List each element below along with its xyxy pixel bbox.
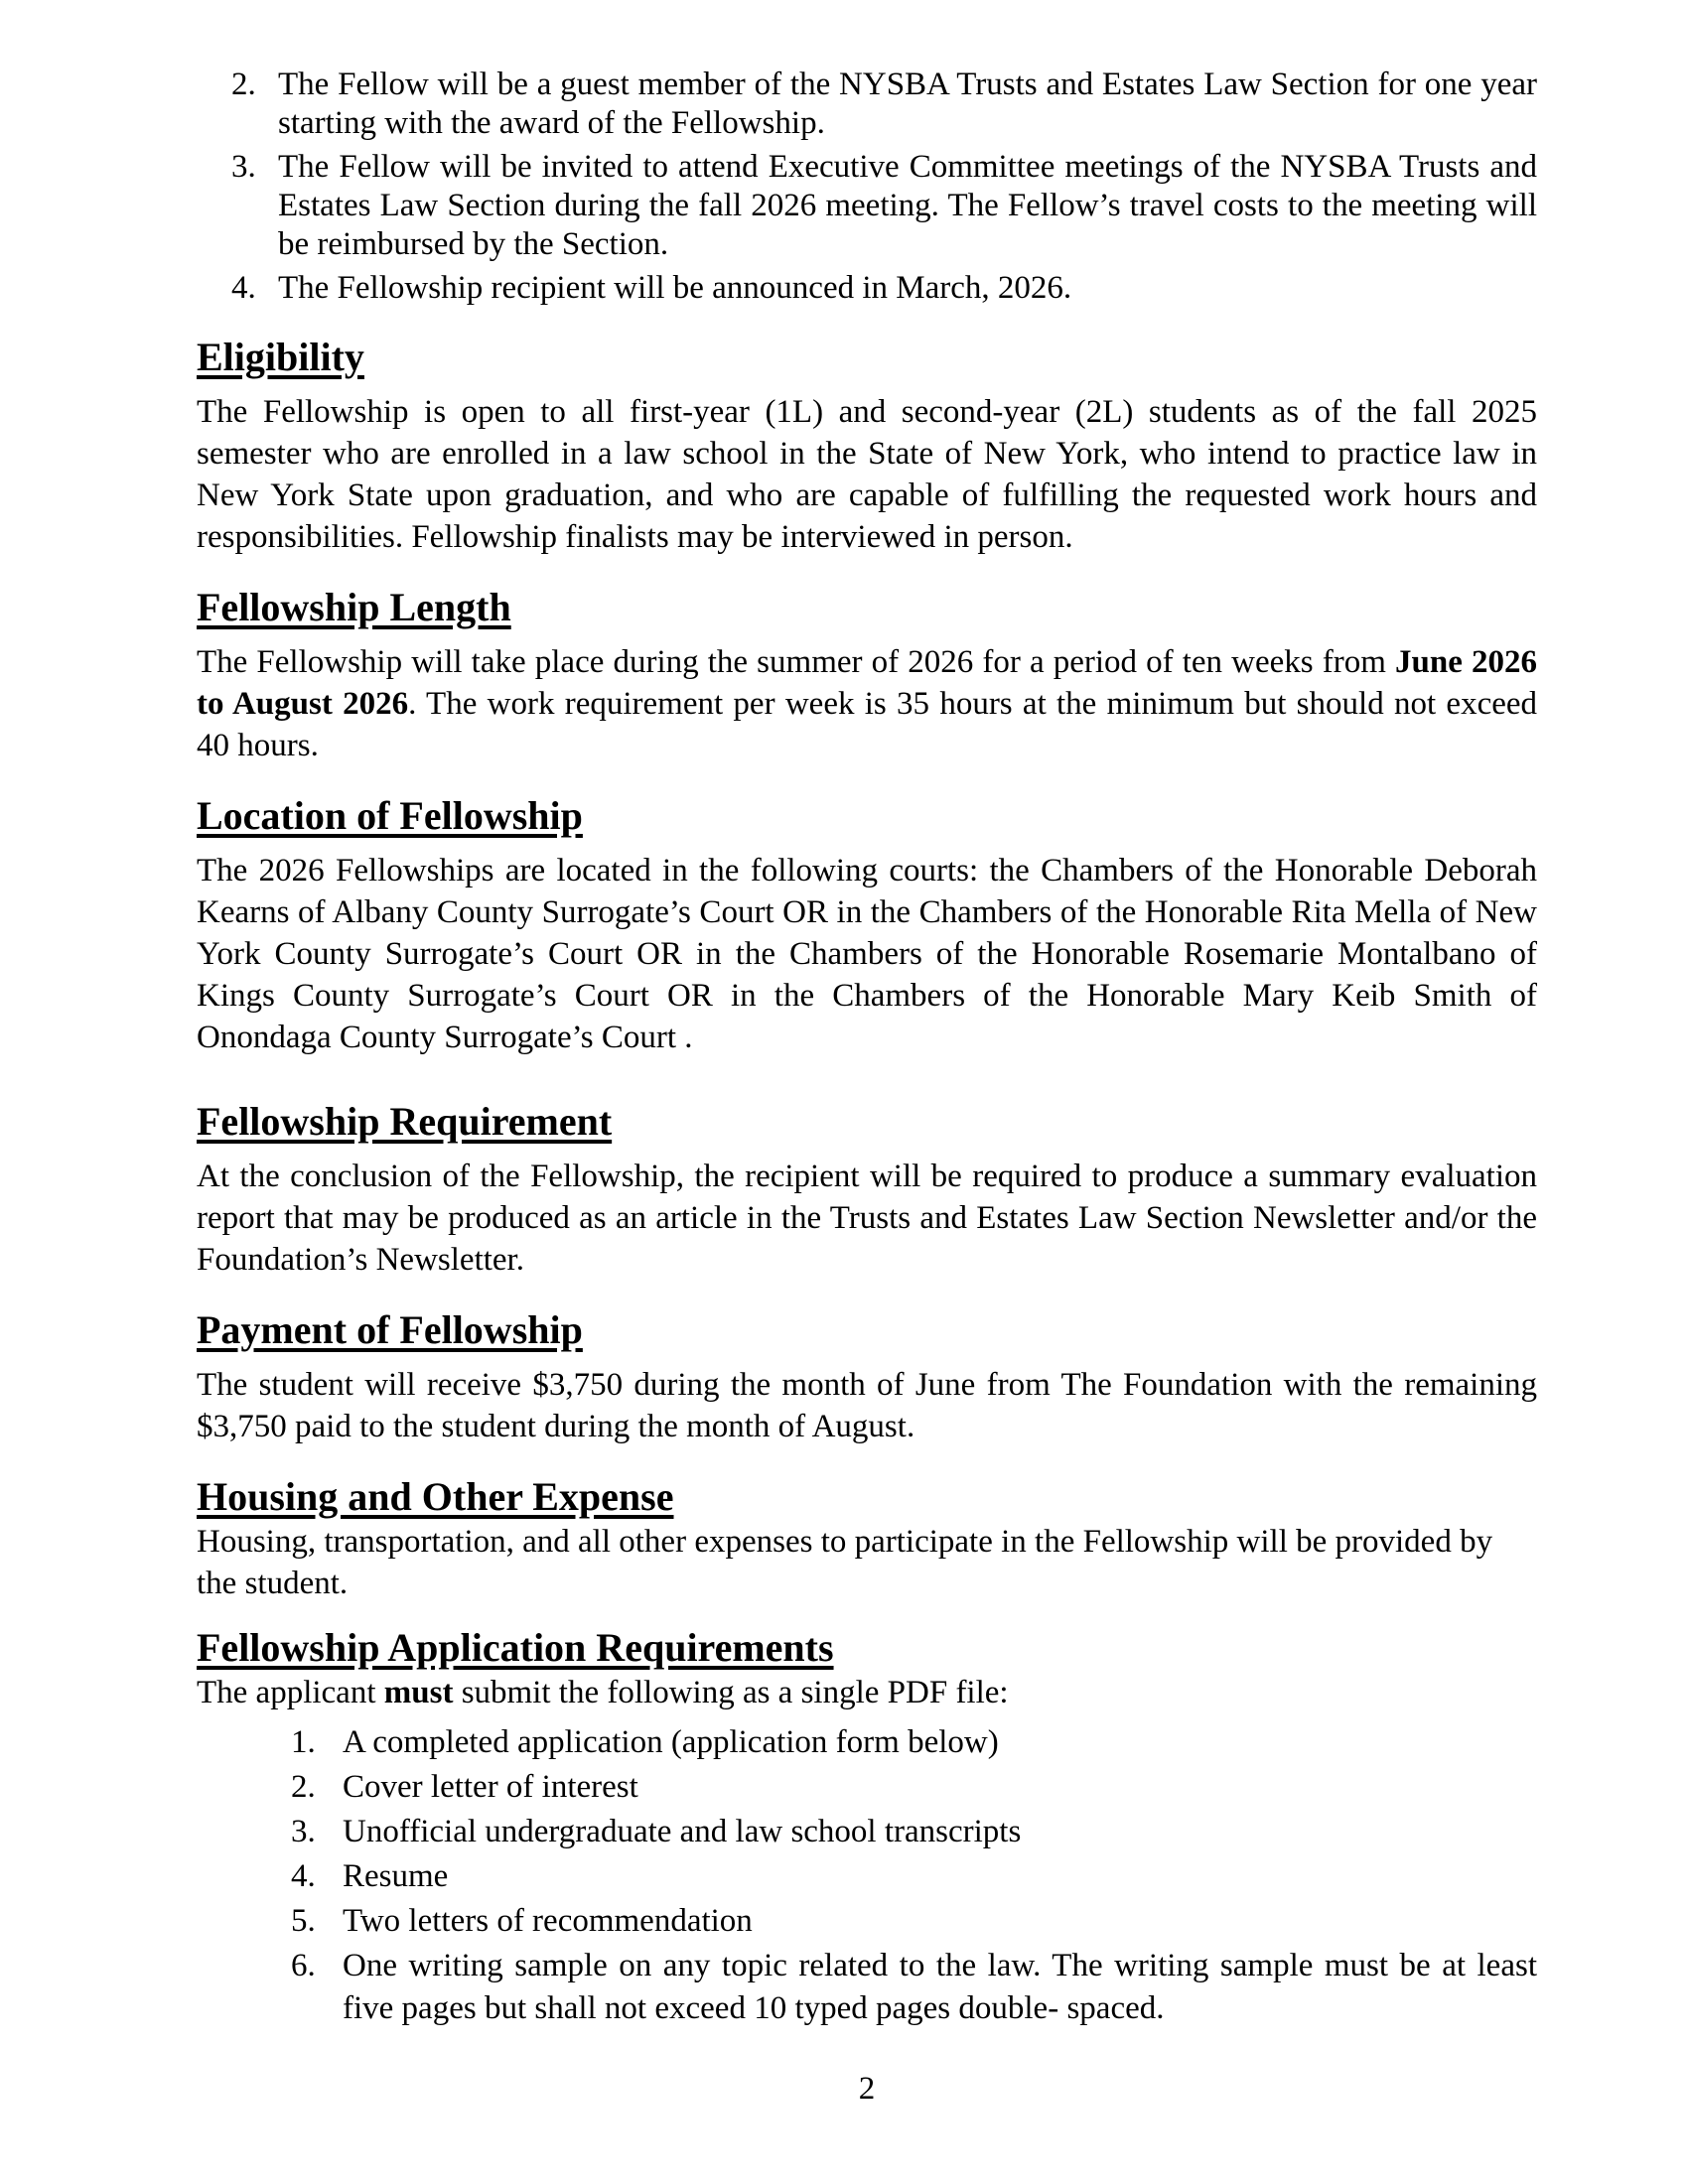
list-item-number: 4. (291, 1858, 316, 1894)
list-item-number: 5. (291, 1903, 316, 1939)
section-heading-text: Location of Fellowship (197, 793, 583, 838)
paragraph (197, 1672, 1537, 1713)
section-location (197, 792, 1537, 1058)
paragraph: At the conclusion of the Fellowship, the recipient will be required to produce a summary evaluation report that may be produced as an article in the Trusts and Estates Law Section Newsletter and/or the Foundation’s Newsletter. (197, 1159, 1537, 1278)
list-item-number: 3. (231, 149, 256, 185)
section-payment (197, 1306, 1537, 1447)
bold-text: June 2026 to August 2026 (197, 644, 1537, 722)
list-item-text: The Fellow will be a guest member of the NYSBA Trusts and Estates Law Section for one year starting with the award of the Fellowship. (278, 67, 1537, 141)
bold-text: must (383, 1675, 454, 1710)
list-item (197, 1766, 1537, 1809)
section-eligibility (197, 334, 1537, 558)
section-heading (197, 1624, 1537, 1672)
paragraph-text: . The work requirement per week is 35 hours at the minimum but should not exceed 40 hours. (197, 686, 1538, 763)
list-item-number: 4. (231, 270, 256, 306)
list-item (197, 1811, 1537, 1853)
list-item (197, 148, 1537, 264)
list-item-text: Cover letter of interest (343, 1769, 638, 1805)
list-item (197, 1900, 1537, 1943)
list-item (197, 1855, 1537, 1898)
section-heading (197, 792, 1537, 840)
list-item-text: Unofficial undergraduate and law school transcripts (343, 1814, 1022, 1849)
section-application-requirements (197, 1624, 1537, 2030)
paragraph-text: The applicant (197, 1675, 384, 1710)
section-heading-text: Fellowship Length (197, 585, 511, 629)
section-requirement (197, 1098, 1537, 1281)
list-item-number: 1. (291, 1724, 316, 1760)
list-item-number: 6. (291, 1948, 316, 1983)
section-heading (197, 334, 1537, 381)
list-item-text: One writing sample on any topic related to the law. The writing sample must be at least five pages but shall not exceed 10 typed pages double- spaced. (343, 1948, 1537, 2026)
list-item (197, 1721, 1537, 1764)
section-heading (197, 584, 1537, 631)
paragraph (197, 641, 1537, 766)
section-heading-text: Housing and Other Expense (197, 1474, 674, 1519)
paragraph: The student will receive $3,750 during the month of June from The Foundation with the remaining $3,750 paid to the student during the month of August. (197, 1367, 1537, 1444)
section-heading (197, 1473, 1537, 1521)
section-heading-text: Eligibility (197, 335, 364, 379)
section-heading-text: Fellowship Application Requirements (197, 1625, 834, 1670)
list-item-text: Two letters of recommendation (343, 1903, 753, 1939)
list-item (197, 269, 1537, 308)
paragraph-text: submit the following as a single PDF file: (453, 1675, 1009, 1710)
paragraph: The Fellowship is open to all first-year (1L) and second-year (2L) students as of the fall 2025 semester who are enrolled in a law school in the State of New York, who intend to practice law in New York State upon graduation, and who are capable of fulfilling the requested work hours and responsibilities. Fellowship finalists may be interviewed in person. (197, 394, 1537, 555)
list-item-text: A completed application (application form below) (343, 1724, 999, 1760)
list-item (197, 66, 1537, 143)
paragraph: The 2026 Fellowships are located in the following courts: the Chambers of the Honorable Deborah Kearns of Albany County Surrogate’s Court OR in the Chambers of the Honorable Rita Mella of New York County Surrogate’s Court OR in the Chambers of the Honorable Rosemarie Montalbano of Kings County Surrogate’s Court OR in the Chambers of the Honorable Mary Keib Smith of Onondaga County Surrogate’s Court . (197, 853, 1537, 1055)
list-item-number: 3. (291, 1814, 316, 1849)
list-item-text: The Fellow will be invited to attend Executive Committee meetings of the NYSBA Trusts and Estates Law Section during the fall 2026 meeting. The Fellow’s travel costs to the meeting will be reimbursed by the Section. (278, 149, 1537, 262)
section-fellowship-length (197, 584, 1537, 766)
paragraph-text: The Fellowship will take place during the summer of 2026 for a period of ten weeks from (197, 644, 1396, 680)
section-housing (197, 1473, 1537, 1604)
intro-numbered-list (197, 66, 1537, 308)
section-heading (197, 1306, 1537, 1354)
list-item-text: The Fellowship recipient will be announced in March, 2026. (278, 270, 1072, 306)
list-item (197, 1945, 1537, 2030)
list-item-text: Resume (343, 1858, 449, 1894)
section-heading-text: Payment of Fellowship (197, 1307, 583, 1352)
application-numbered-list (197, 1721, 1537, 2030)
list-item-number: 2. (231, 67, 256, 102)
list-item-number: 2. (291, 1769, 316, 1805)
section-heading (197, 1098, 1537, 1146)
paragraph: Housing, transportation, and all other expenses to participate in the Fellowship will be provided by the student. (197, 1524, 1493, 1601)
page-number: 2 (858, 2071, 876, 2107)
section-heading-text: Fellowship Requirement (197, 1099, 613, 1144)
